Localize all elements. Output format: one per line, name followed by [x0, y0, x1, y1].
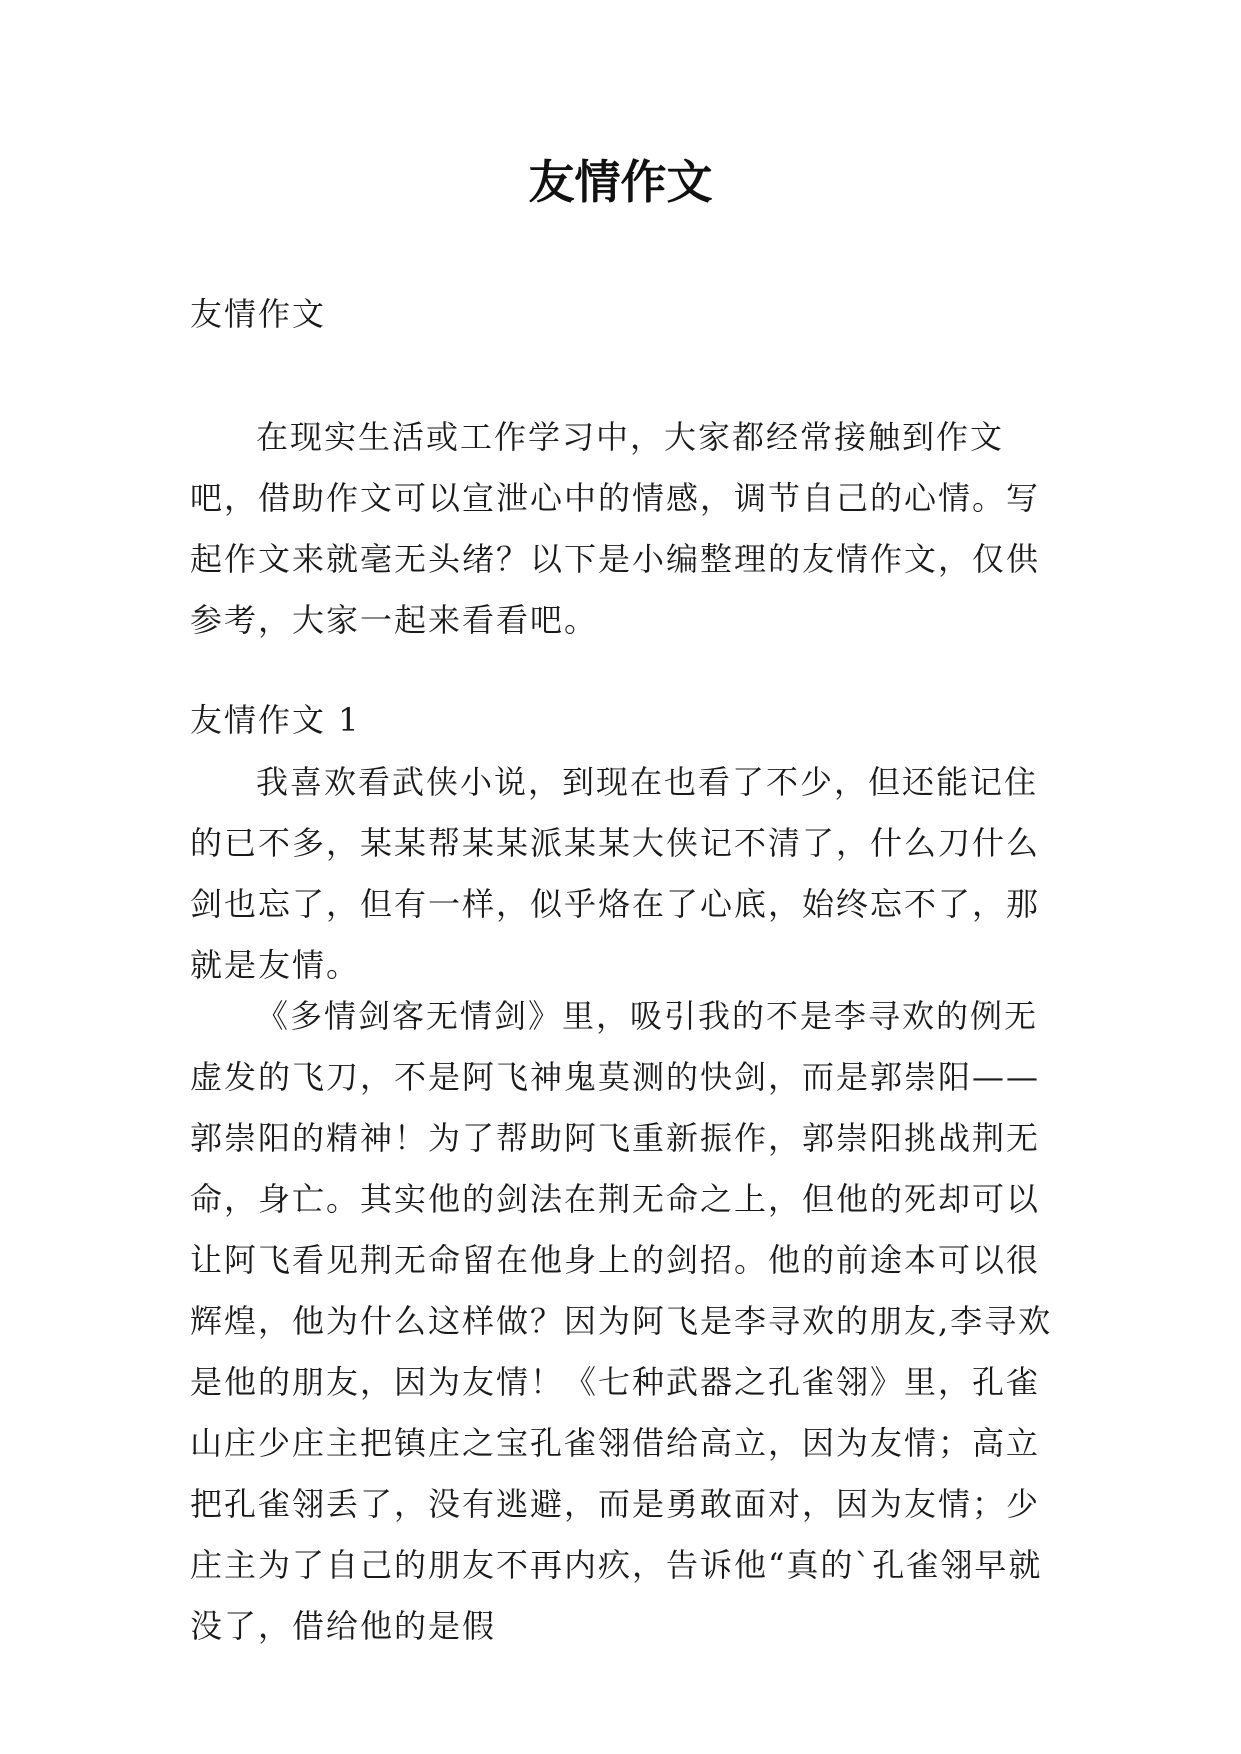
document-title: 友情作文	[528, 155, 713, 209]
section-heading: 友情作文 1	[190, 701, 361, 739]
body-paragraph: 我喜欢看武侠小说，到现在也看了不少，但还能记住的已不多，某某帮某某派某某大侠记不清了，什么刀什么剑也忘了，但有一样，似乎烙在了心底，始终忘不了，那就是友情。	[190, 763, 1041, 984]
intro-paragraph: 在现实生活或工作学习中，大家都经常接触到作文吧，借助作文可以宣泄心中的情感，调节自己的心情。写起作文来就毫无头绪？以下是小编整理的友情作文，仅供参考，大家一起来看看吧。	[190, 418, 1041, 639]
document-subtitle: 友情作文	[190, 295, 327, 333]
body-paragraph: 《多情剑客无情剑》里，吸引我的不是李寻欢的例无虚发的飞刀，不是阿飞神鬼莫测的快剑，而是郭崇阳——郭崇阳的精神！为了帮助阿飞重新振作，郭崇阳挑战荆无命，身亡。其实他的剑法在荆无命之上，但他的死却可以让阿飞看见荆无命留在他身上的剑招。他的前途本可以很辉煌，他为什么这样做？因为阿飞是李寻欢的朋友,李寻欢是他的朋友，因为友情！《七种武器之孔雀翎》里，孔雀山庄少庄主把镇庄之宝孔雀翎借给高立，因为友情；高立把孔雀翎丢了，没有逃避，而是勇敢面对，因为友情；少庄主为了自己的朋友不再内疚，告诉他“真的`孔雀翎早就没了，借给他的是假	[190, 997, 1053, 1645]
